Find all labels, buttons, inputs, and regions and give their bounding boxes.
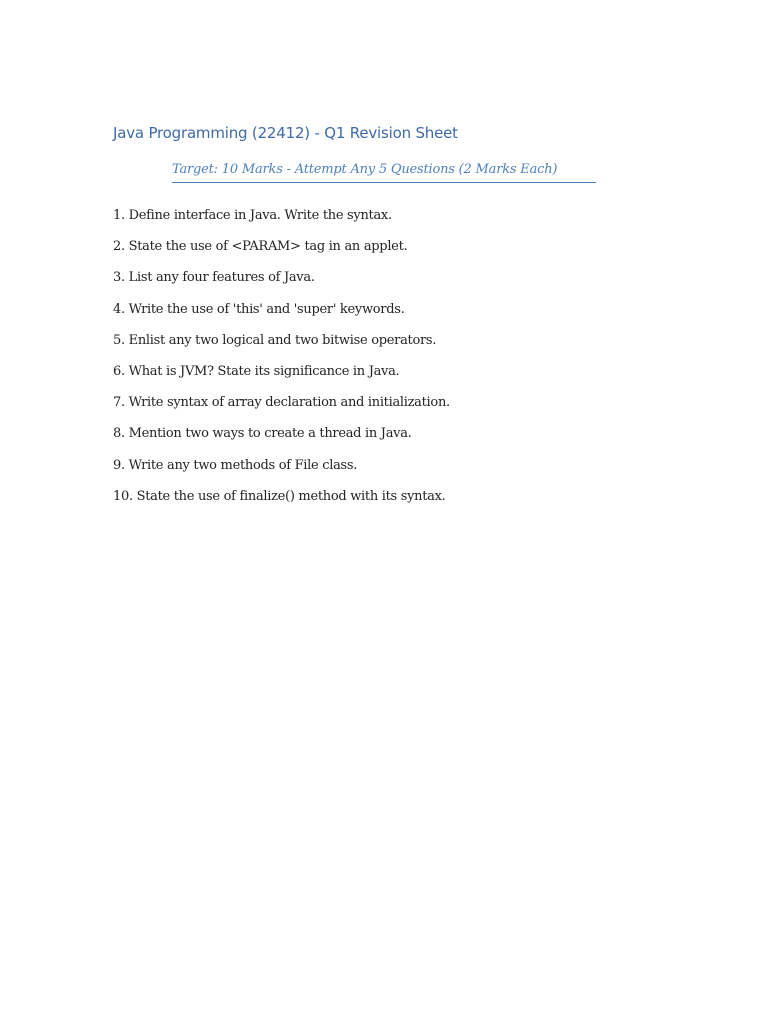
question-item: 6. What is JVM? State its significance in Java. bbox=[113, 363, 400, 379]
question-item: 1. Define interface in Java. Write the syntax. bbox=[113, 208, 392, 223]
question-item: 3. List any four features of Java. bbox=[113, 270, 315, 286]
question-item: 2. State the use of <PARAM> tag in an applet. bbox=[113, 239, 408, 255]
question-item: 9. Write any two methods of File class. bbox=[113, 457, 358, 473]
question-item: 5. Enlist any two logical and two bitwise operators. bbox=[113, 332, 437, 348]
document-title: Java Programming (22412) - Q1 Revision Sheet bbox=[113, 124, 458, 142]
question-item: 10. State the use of finalize() method with its syntax. bbox=[113, 488, 446, 504]
document-subtitle: Target: 10 Marks - Attempt Any 5 Questions (2 Marks Each) bbox=[172, 162, 596, 183]
question-item: 4. Write the use of 'this' and 'super' keywords. bbox=[113, 301, 405, 317]
question-item: 8. Mention two ways to create a thread in Java. bbox=[113, 426, 412, 442]
question-list bbox=[113, 207, 450, 519]
question-item: 7. Write syntax of array declaration and initialization. bbox=[113, 395, 450, 411]
